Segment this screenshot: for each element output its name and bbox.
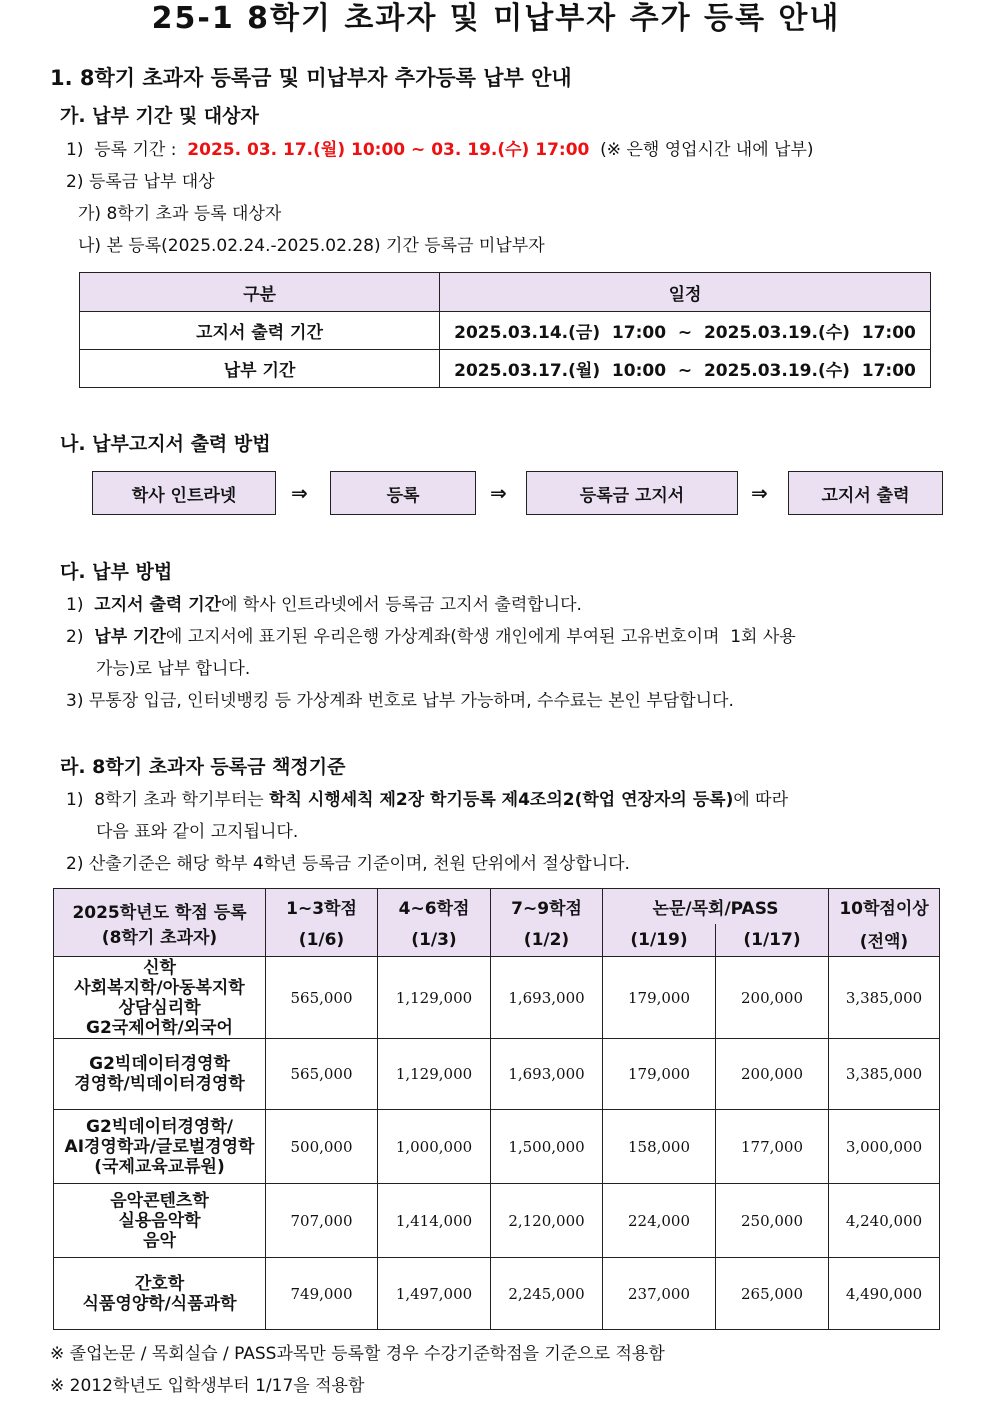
payment-method-2-cont: 가능)로 납부 합니다. — [96, 659, 251, 679]
fee-value: 1,129,000 — [378, 1039, 491, 1110]
fee-col-header: 4~6학점 — [378, 889, 491, 924]
table-row — [54, 1258, 940, 1330]
target-item-2: 나) 본 등록(2025.02.24.-2025.02.28) 기간 등록금 미납부자 — [78, 236, 545, 256]
fee-value: 250,000 — [716, 1184, 829, 1258]
footnote-2: ※ 2012학년도 입학생부터 1/17을 적용함 — [50, 1376, 365, 1396]
category-line: G2빅데이터경영학 — [89, 1054, 230, 1074]
table-row — [54, 1184, 940, 1258]
criteria-line-1-cont: 다음 표와 같이 고지됩니다. — [96, 822, 299, 842]
fee-value: 200,000 — [716, 957, 829, 1039]
category-line: 간호학 — [134, 1273, 185, 1294]
payment-target-line: 2) 등록금 납부 대상 — [66, 172, 215, 192]
fee-col-subheader: (전액) — [829, 924, 940, 957]
step-registration: 등록 — [330, 471, 476, 515]
fee-value: 265,000 — [716, 1258, 829, 1330]
fee-value: 237,000 — [603, 1258, 716, 1330]
registration-period-note: (※ 은행 영업시간 내에 납부) — [589, 140, 814, 160]
fee-value: 500,000 — [266, 1110, 378, 1184]
item-number: 1) — [66, 595, 95, 615]
fee-value: 565,000 — [266, 1039, 378, 1110]
fee-value: 224,000 — [603, 1184, 716, 1258]
category-line: 실용음악학 — [118, 1210, 201, 1231]
category-line: G2빅데이터경영학/ — [86, 1116, 233, 1137]
category-line: (국제교육교류원) — [94, 1156, 225, 1177]
table-row — [54, 1039, 940, 1110]
page-title: 25-1 8학기 초과자 및 미납부자 추가 등록 안내 — [151, 1, 841, 36]
item-text: 1) 8학기 초과 학기부터는 — [66, 790, 270, 810]
step-intranet: 학사 인트라넷 — [92, 471, 276, 515]
schedule-header-category: 구분 — [80, 273, 440, 312]
fee-value: 749,000 — [266, 1258, 378, 1330]
fee-value: 1,500,000 — [491, 1110, 603, 1184]
fee-col-header: 7~9학점 — [491, 889, 603, 924]
corner-line-2: (8학기 초과자) — [101, 927, 218, 948]
section-c-heading: 다. 납부 방법 — [60, 561, 173, 583]
fee-value: 1,129,000 — [378, 957, 491, 1039]
section-a-heading: 가. 납부 기간 및 대상자 — [60, 105, 259, 127]
step-tuition-bill: 등록금 고지서 — [526, 471, 738, 515]
fee-value: 707,000 — [266, 1184, 378, 1258]
fee-col-subheader: (1/2) — [491, 924, 603, 957]
step-print-bill: 고지서 출력 — [788, 471, 943, 515]
fee-value: 3,000,000 — [829, 1110, 940, 1184]
fee-value: 1,693,000 — [491, 1039, 603, 1110]
criteria-line-2: 2) 산출기준은 해당 학부 4학년 등록금 기준이며, 천원 단위에서 절상합니다. — [66, 854, 630, 874]
category-line: 음악콘텐츠학 — [110, 1190, 209, 1211]
payment-method-3: 3) 무통장 입금, 인터넷뱅킹 등 가상계좌 번호로 납부 가능하며, 수수료는 본인 부담합니다. — [66, 691, 734, 711]
corner-line-1: 2025학년도 학점 등록 — [72, 902, 247, 923]
registration-period-line — [66, 137, 814, 163]
item-number: 2) — [66, 627, 95, 647]
schedule-cell: 2025.03.14.(금) 17:00 ~ 2025.03.19.(수) 17:00 — [440, 312, 931, 350]
fee-value: 4,240,000 — [829, 1184, 940, 1258]
payment-method-2 — [66, 624, 796, 650]
payment-method-1 — [66, 592, 582, 618]
section-b-heading: 나. 납부고지서 출력 방법 — [60, 433, 271, 455]
fee-value: 3,385,000 — [829, 957, 940, 1039]
fee-col-header: 논문/목회/PASS — [603, 889, 829, 924]
category-line: 경영학/빅데이터경영학 — [74, 1074, 245, 1094]
fee-category — [54, 1184, 266, 1258]
fee-category — [54, 957, 266, 1039]
fee-col-subheader: (1/19) — [603, 924, 716, 957]
category-line: 사회복지학/아동복지학 — [74, 977, 245, 998]
table-row — [54, 957, 940, 1039]
footnote-1: ※ 졸업논문 / 목회실습 / PASS과목만 등록할 경우 수강기준학점을 기준으로 적용함 — [50, 1344, 665, 1364]
fee-value: 179,000 — [603, 1039, 716, 1110]
section-d-heading: 라. 8학기 초과자 등록금 책정기준 — [60, 756, 346, 778]
arrow-icon: ⇒ — [490, 481, 507, 505]
schedule-cell: 고지서 출력 기간 — [80, 312, 440, 350]
item-text: 에 학사 인트라넷에서 등록금 고지서 출력합니다. — [221, 595, 582, 615]
fee-value: 3,385,000 — [829, 1039, 940, 1110]
registration-period-value: 2025. 03. 17.(월) 10:00 ~ 03. 19.(수) 17:00 — [187, 140, 590, 160]
fee-value: 4,490,000 — [829, 1258, 940, 1330]
fee-value: 1,414,000 — [378, 1184, 491, 1258]
arrow-icon: ⇒ — [291, 481, 308, 505]
table-row — [80, 350, 931, 388]
schedule-table — [79, 272, 931, 388]
fee-value: 2,120,000 — [491, 1184, 603, 1258]
fee-value: 158,000 — [603, 1110, 716, 1184]
table-row — [54, 1110, 940, 1184]
item-text: 에 따라 — [733, 790, 789, 810]
fee-category — [54, 1039, 266, 1110]
fee-header-corner — [54, 889, 266, 957]
emphasis: 학칙 시행세칙 제2장 학기등록 제4조의2(학업 연장자의 등록) — [269, 790, 734, 810]
category-line: G2국제어학/외국어 — [86, 1017, 233, 1038]
schedule-header-date: 일정 — [440, 273, 931, 312]
fee-value: 1,000,000 — [378, 1110, 491, 1184]
fee-value: 1,497,000 — [378, 1258, 491, 1330]
fee-category — [54, 1110, 266, 1184]
fee-value: 2,245,000 — [491, 1258, 603, 1330]
category-line: 상담심리학 — [118, 997, 201, 1018]
fee-category — [54, 1258, 266, 1330]
category-line: 신학 — [143, 957, 176, 978]
schedule-cell: 2025.03.17.(월) 10:00 ~ 2025.03.19.(수) 17:00 — [440, 350, 931, 388]
criteria-line-1 — [66, 787, 788, 813]
fee-value: 200,000 — [716, 1039, 829, 1110]
fee-col-header: 1~3학점 — [266, 889, 378, 924]
category-line: 음악 — [143, 1230, 176, 1251]
emphasis: 납부 기간 — [94, 627, 166, 647]
table-row — [80, 312, 931, 350]
fee-col-subheader: (1/6) — [266, 924, 378, 957]
fee-value: 179,000 — [603, 957, 716, 1039]
fee-value: 1,693,000 — [491, 957, 603, 1039]
category-line: AI경영학과/글로벌경영학 — [64, 1136, 255, 1157]
fee-value: 177,000 — [716, 1110, 829, 1184]
fee-col-header: 10학점이상 — [829, 889, 940, 924]
schedule-cell: 납부 기간 — [80, 350, 440, 388]
item-text: 에 고지서에 표기된 우리은행 가상계좌(학생 개인에게 부여된 고유번호이며 1회 사용 — [165, 627, 796, 647]
section-1-heading: 1. 8학기 초과자 등록금 및 미납부자 추가등록 납부 안내 — [50, 66, 572, 90]
arrow-icon: ⇒ — [751, 481, 768, 505]
emphasis: 고지서 출력 기간 — [94, 595, 222, 615]
fee-value: 565,000 — [266, 957, 378, 1039]
fee-table — [53, 888, 940, 1330]
fee-col-subheader: (1/17) — [716, 924, 829, 957]
target-item-1: 가) 8학기 초과 등록 대상자 — [78, 204, 282, 224]
fee-col-subheader: (1/3) — [378, 924, 491, 957]
category-line: 식품영양학/식품과학 — [82, 1293, 237, 1314]
registration-period-label: 1) 등록 기간 : — [66, 140, 188, 160]
